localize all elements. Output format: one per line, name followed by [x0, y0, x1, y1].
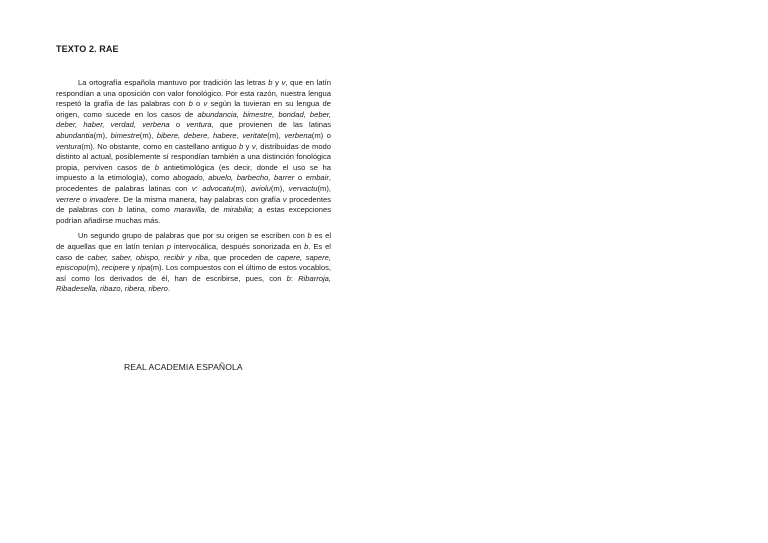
text-run: . Es el caso de — [56, 241, 331, 262]
italic-term: ventura — [56, 141, 82, 151]
text-run: (m). Los compuestos con el último de estos vocablos, así como los derivados de él, han de escribirse, pues, con — [56, 263, 331, 283]
italic-term: verrere — [56, 194, 81, 204]
text-run: o — [169, 120, 187, 130]
text-run: (m). No obstante, como en castellano antiguo — [81, 141, 239, 151]
text-run: antietimológica (es decir, donde el uso se ha impuesto a la etimología), como — [56, 162, 331, 183]
text-run: o — [80, 194, 90, 204]
italic-term: v — [203, 99, 208, 109]
text-run: ; a estas excepciones podrían añadirse muchas más. — [56, 205, 332, 225]
italic-term: b — [118, 205, 123, 215]
italic-term: invadere — [89, 194, 119, 204]
italic-term: recipere — [102, 263, 130, 273]
italic-term: capere, sapere, episcopu — [56, 252, 331, 273]
text-run: La ortografía española mantuvo por tradición las letras — [78, 78, 269, 87]
italic-term: ripa — [137, 263, 151, 273]
text-run: : — [290, 273, 299, 283]
document-author: REAL ACADEMIA ESPAÑOLA — [124, 362, 243, 372]
paragraph-2 — [56, 231, 331, 295]
italic-term: b — [154, 162, 159, 172]
italic-term: bibere, debere, habere, veritate — [156, 130, 268, 140]
text-run: : — [195, 183, 203, 193]
text-run: , que provienen de las latinas — [211, 120, 331, 130]
text-run: según la tuvieran en su lengua de origen, como sucede en los casos de — [56, 99, 331, 119]
italic-term: abundancia, bimestre, bondad, beber, deber, haber, verdad, verbena — [56, 109, 332, 130]
italic-term: mirabilia — [223, 205, 252, 215]
italic-term: b — [238, 141, 244, 151]
text-run: es el de aquellas que en latín tenían — [56, 231, 332, 251]
text-run: . — [167, 284, 170, 294]
italic-term: b — [307, 231, 312, 241]
italic-term: b — [268, 78, 273, 87]
text-run: (m), — [317, 183, 331, 193]
text-run: (m), — [270, 183, 289, 193]
text-run: (m), — [267, 130, 285, 140]
italic-term: abogado, abuelo, barbecho, barrer — [173, 173, 295, 183]
text-run: y — [243, 141, 252, 151]
italic-term: b — [304, 241, 309, 251]
italic-term: ventura — [186, 120, 212, 130]
text-run: y — [272, 78, 282, 87]
italic-term: vervactu — [288, 183, 318, 193]
text-run: (m), — [93, 130, 111, 140]
text-run: , distribuidas de modo distinto al actual, posiblemente sí respondían también a una distinción fonológica propia, perviven casos de — [56, 141, 331, 172]
italic-term: aviolu — [251, 183, 271, 193]
text-run: o — [294, 173, 306, 183]
text-run: , de — [204, 205, 224, 215]
text-run: , que en latín respondían a una oposición con valor fonológico. Por esta razón, nuestra lengua respetó la grafía de las palabras con — [56, 78, 331, 109]
text-run: latina, como — [122, 205, 175, 215]
italic-term: abundantia — [56, 130, 94, 140]
italic-term: caber, saber, obispo, recibir y riba — [87, 252, 208, 262]
document-body — [56, 78, 331, 300]
text-run: . De la misma manera, hay palabras con grafía — [118, 194, 283, 204]
document-title: TEXTO 2. RAE — [56, 44, 119, 54]
italic-term: embair — [305, 173, 329, 183]
italic-term: verbena — [284, 130, 312, 140]
text-run: procedentes de palabras con — [56, 194, 332, 215]
italic-term: v — [191, 183, 196, 193]
italic-term: advocatu — [202, 183, 234, 193]
italic-term: b — [188, 99, 193, 109]
text-run: y — [129, 263, 138, 273]
text-run: o — [192, 99, 204, 109]
text-run: (m), — [233, 183, 251, 193]
text-run: (m), — [139, 130, 157, 140]
italic-term: v — [281, 78, 286, 87]
text-run: (m), — [86, 263, 103, 273]
italic-term: p — [166, 241, 171, 251]
italic-term: Ribarroja, Ribadesella, ribazo, ribera, ribero — [56, 273, 331, 294]
italic-term: b — [286, 273, 291, 283]
italic-term: v — [282, 194, 287, 204]
italic-term: bimestre — [110, 130, 140, 140]
text-run: , procedentes de palabras latinas con — [56, 173, 331, 193]
italic-term: maravilla — [174, 205, 205, 215]
text-run: (m) o — [311, 130, 331, 140]
italic-term: v — [251, 141, 256, 151]
text-run: intervocálica, después sonorizada en — [170, 241, 305, 251]
text-run: , que proceden de — [207, 252, 277, 262]
text-run: Un segundo grupo de palabras que por su origen se escriben con — [78, 231, 308, 241]
paragraph-1 — [56, 78, 331, 226]
